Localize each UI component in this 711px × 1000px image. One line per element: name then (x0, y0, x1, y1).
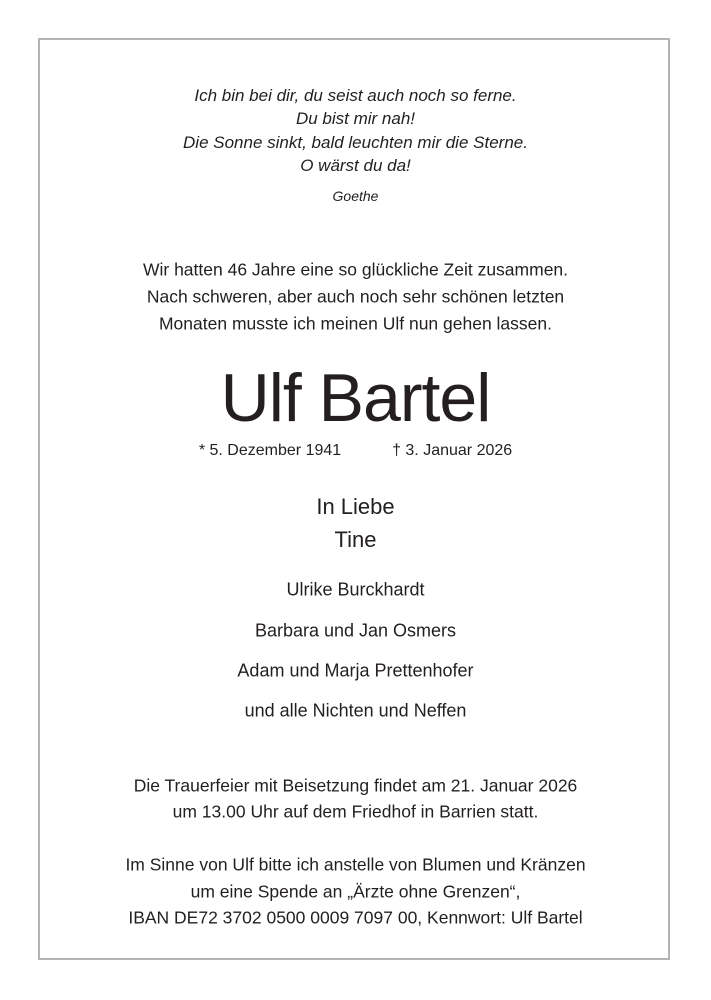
funeral-line: um 13.00 Uhr auf dem Friedhof in Barrien statt. (172, 801, 539, 822)
donation-line: IBAN DE72 3702 0500 0009 7097 00, Kennwort: Ulf Bartel (128, 907, 583, 928)
death-date: † 3. Januar 2026 (392, 442, 513, 459)
donation-line: Im Sinne von Ulf bitte ich anstelle von Blumen und Kränzen (125, 854, 586, 875)
deceased-name: Ulf Bartel (220, 360, 491, 436)
intro-line: Wir hatten 46 Jahre eine so glückliche Zeit zusammen. (142, 259, 569, 280)
signoff-name: Tine (334, 527, 377, 552)
family-member: Ulrike Burckhardt (286, 579, 425, 600)
family-member: und alle Nichten und Neffen (244, 700, 467, 721)
donation-line: um eine Spende an „Ärzte ohne Grenzen“, (190, 881, 521, 902)
quote-line: Ich bin bei dir, du seist auch noch so ferne. (194, 86, 517, 105)
family-member: Barbara und Jan Osmers (254, 620, 457, 641)
intro-line: Nach schweren, aber auch noch sehr schönen letzten (146, 286, 565, 307)
life-dates (0, 442, 711, 460)
quote-line: Die Sonne sinkt, bald leuchten mir die Sterne. (183, 133, 528, 152)
family-member: Adam und Marja Prettenhofer (237, 660, 474, 681)
birth-date: * 5. Dezember 1941 (198, 442, 342, 459)
quote-author: Goethe (332, 188, 379, 204)
quote-line: Du bist mir nah! (295, 109, 416, 128)
funeral-line: Die Trauerfeier mit Beisetzung findet am 21. Januar 2026 (133, 775, 578, 796)
intro-line: Monaten musste ich meinen Ulf nun gehen lassen. (158, 313, 552, 334)
signoff-line: In Liebe (316, 494, 395, 519)
quote-line: O wärst du da! (300, 156, 411, 175)
